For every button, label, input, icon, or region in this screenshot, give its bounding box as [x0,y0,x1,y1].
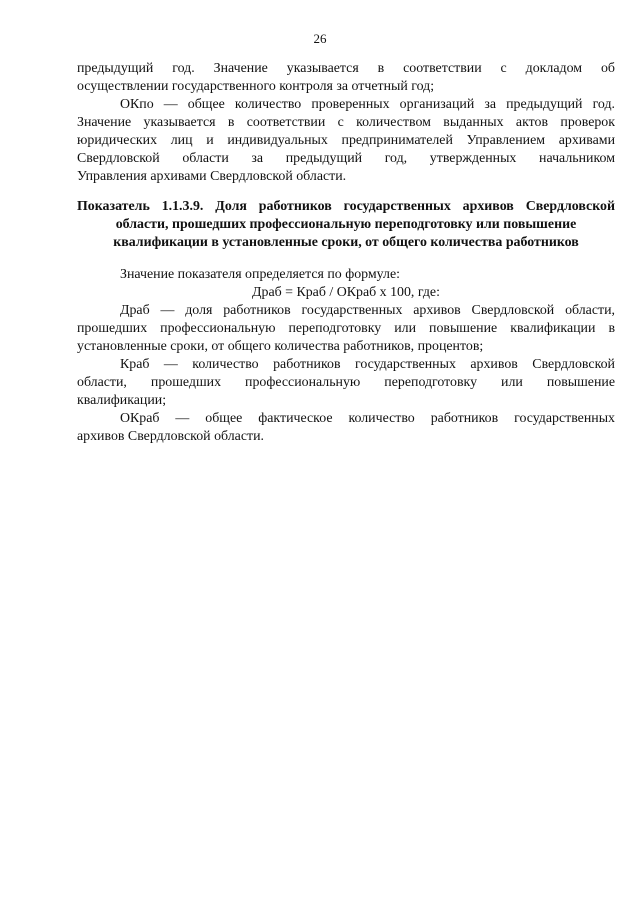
paragraph-line: Свердловской области за предыдущий год, утвержденных начальником [77,151,615,166]
paragraph-line: ОКраб — общее фактическое количество работников государственных [120,411,615,426]
paragraph-line: Значение указывается в соответствии с количеством выданных актов проверок [77,115,615,130]
paragraph-line: Значение показателя определяется по формуле: [120,267,400,282]
paragraph-line: Драб — доля работников государственных архивов Свердловской области, [120,303,615,318]
paragraph-line: предыдущий год. Значение указывается в соответствии с докладом об [77,61,615,76]
paragraph-line: Краб — количество работников государственных архивов Свердловской [120,357,615,372]
paragraph-line: юридических лиц и индивидуальных предпринимателей Управлением архивами [77,133,615,148]
formula: Драб = Краб / ОКраб x 100, где: [252,285,440,300]
paragraph-line: архивов Свердловской области. [77,429,264,444]
heading-line: области, прошедших профессиональную переподготовку или повышение [115,217,577,232]
paragraph-line: Управления архивами Свердловской области. [77,169,347,184]
heading-line: Показатель 1.1.3.9. Доля работников государственных архивов Свердловской [77,199,615,214]
page-number: 26 [313,31,327,46]
paragraph-line: ОКпо — общее количество проверенных организаций за предыдущий год. [120,97,615,112]
paragraph-line: квалификации; [77,393,167,408]
paragraph-line: области, прошедших профессиональную переподготовку или повышение [77,375,615,390]
paragraph-line: установленные сроки, от общего количества работников, процентов; [77,339,484,354]
paragraph-line: осуществлении государственного контроля за отчетный год; [77,79,435,94]
heading-line: квалификации в установленные сроки, от общего количества работников [113,235,579,250]
paragraph-line: прошедших профессиональную переподготовку или повышение квалификации в [77,321,615,336]
